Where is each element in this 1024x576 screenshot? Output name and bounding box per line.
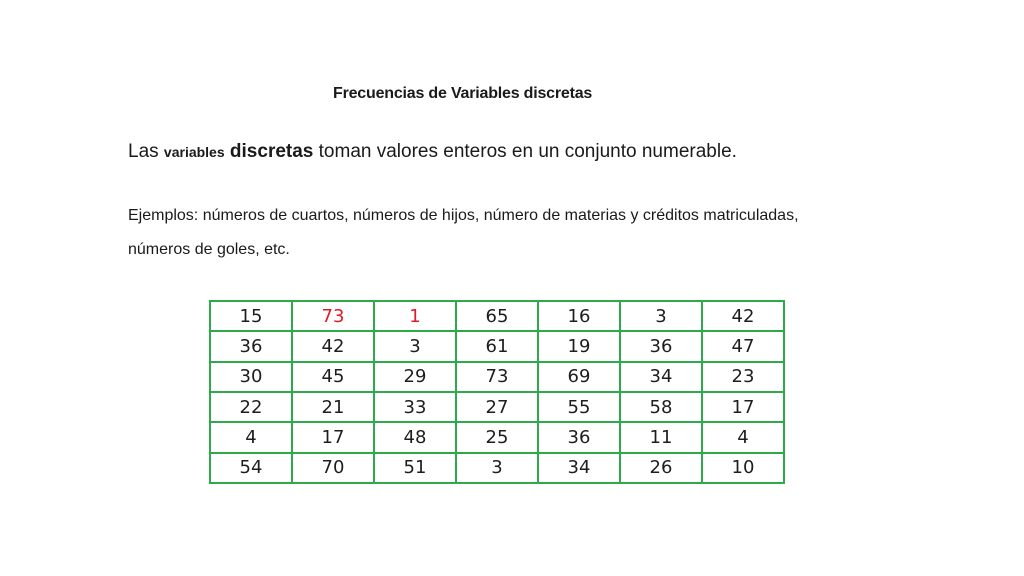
- definition-text: [128, 141, 737, 163]
- table-cell: 4: [702, 422, 784, 452]
- table-cell: 34: [620, 362, 702, 392]
- table-row: [210, 331, 784, 361]
- table-cell: 17: [292, 422, 374, 452]
- table-row: [210, 422, 784, 452]
- table-cell: 22: [210, 392, 292, 422]
- table-cell: 48: [374, 422, 456, 452]
- table-cell: 65: [456, 301, 538, 331]
- table-cell: 36: [210, 331, 292, 361]
- table-cell: 73: [292, 301, 374, 331]
- table-cell: 51: [374, 453, 456, 483]
- examples-line-1: Ejemplos: números de cuartos, números de hijos, número de materias y créditos matriculadas,: [128, 207, 799, 224]
- table-cell: 11: [620, 422, 702, 452]
- table-cell: 29: [374, 362, 456, 392]
- table-cell: 61: [456, 331, 538, 361]
- table-cell: 17: [702, 392, 784, 422]
- table-cell: 34: [538, 453, 620, 483]
- slide-title: Frecuencias de Variables discretas: [333, 85, 593, 102]
- table-cell: 15: [210, 301, 292, 331]
- table-cell: 25: [456, 422, 538, 452]
- table-cell: 47: [702, 331, 784, 361]
- table-cell: 19: [538, 331, 620, 361]
- table-cell: 27: [456, 392, 538, 422]
- table-row: [210, 453, 784, 483]
- definition-part-3: discretas: [224, 141, 314, 162]
- table-cell: 16: [538, 301, 620, 331]
- table-cell: 3: [456, 453, 538, 483]
- definition-part-2: variables: [163, 144, 225, 160]
- table-cell: 3: [374, 331, 456, 361]
- table-row: [210, 362, 784, 392]
- table-cell: 26: [620, 453, 702, 483]
- table-cell: 36: [538, 422, 620, 452]
- table-cell: 33: [374, 392, 456, 422]
- table-cell: 36: [620, 331, 702, 361]
- table-cell: 69: [538, 362, 620, 392]
- examples-text: [128, 199, 799, 267]
- table-cell: 23: [702, 362, 784, 392]
- table-cell: 1: [374, 301, 456, 331]
- table-cell: 45: [292, 362, 374, 392]
- definition-part-1: Las: [128, 141, 164, 162]
- table-cell: 21: [292, 392, 374, 422]
- table-cell: 4: [210, 422, 292, 452]
- table-cell: 30: [210, 362, 292, 392]
- table-cell: 70: [292, 453, 374, 483]
- table-cell: 55: [538, 392, 620, 422]
- table-cell: 10: [702, 453, 784, 483]
- table-cell: 58: [620, 392, 702, 422]
- table-row: [210, 301, 784, 331]
- definition-part-4: toman valores enteros en un conjunto numerable.: [313, 141, 737, 162]
- table-cell: 42: [292, 331, 374, 361]
- table-cell: 42: [702, 301, 784, 331]
- table-cell: 54: [210, 453, 292, 483]
- table-row: [210, 392, 784, 422]
- table-cell: 3: [620, 301, 702, 331]
- table-cell: 73: [456, 362, 538, 392]
- data-table: [209, 300, 785, 484]
- examples-line-2: números de goles, etc.: [128, 241, 290, 258]
